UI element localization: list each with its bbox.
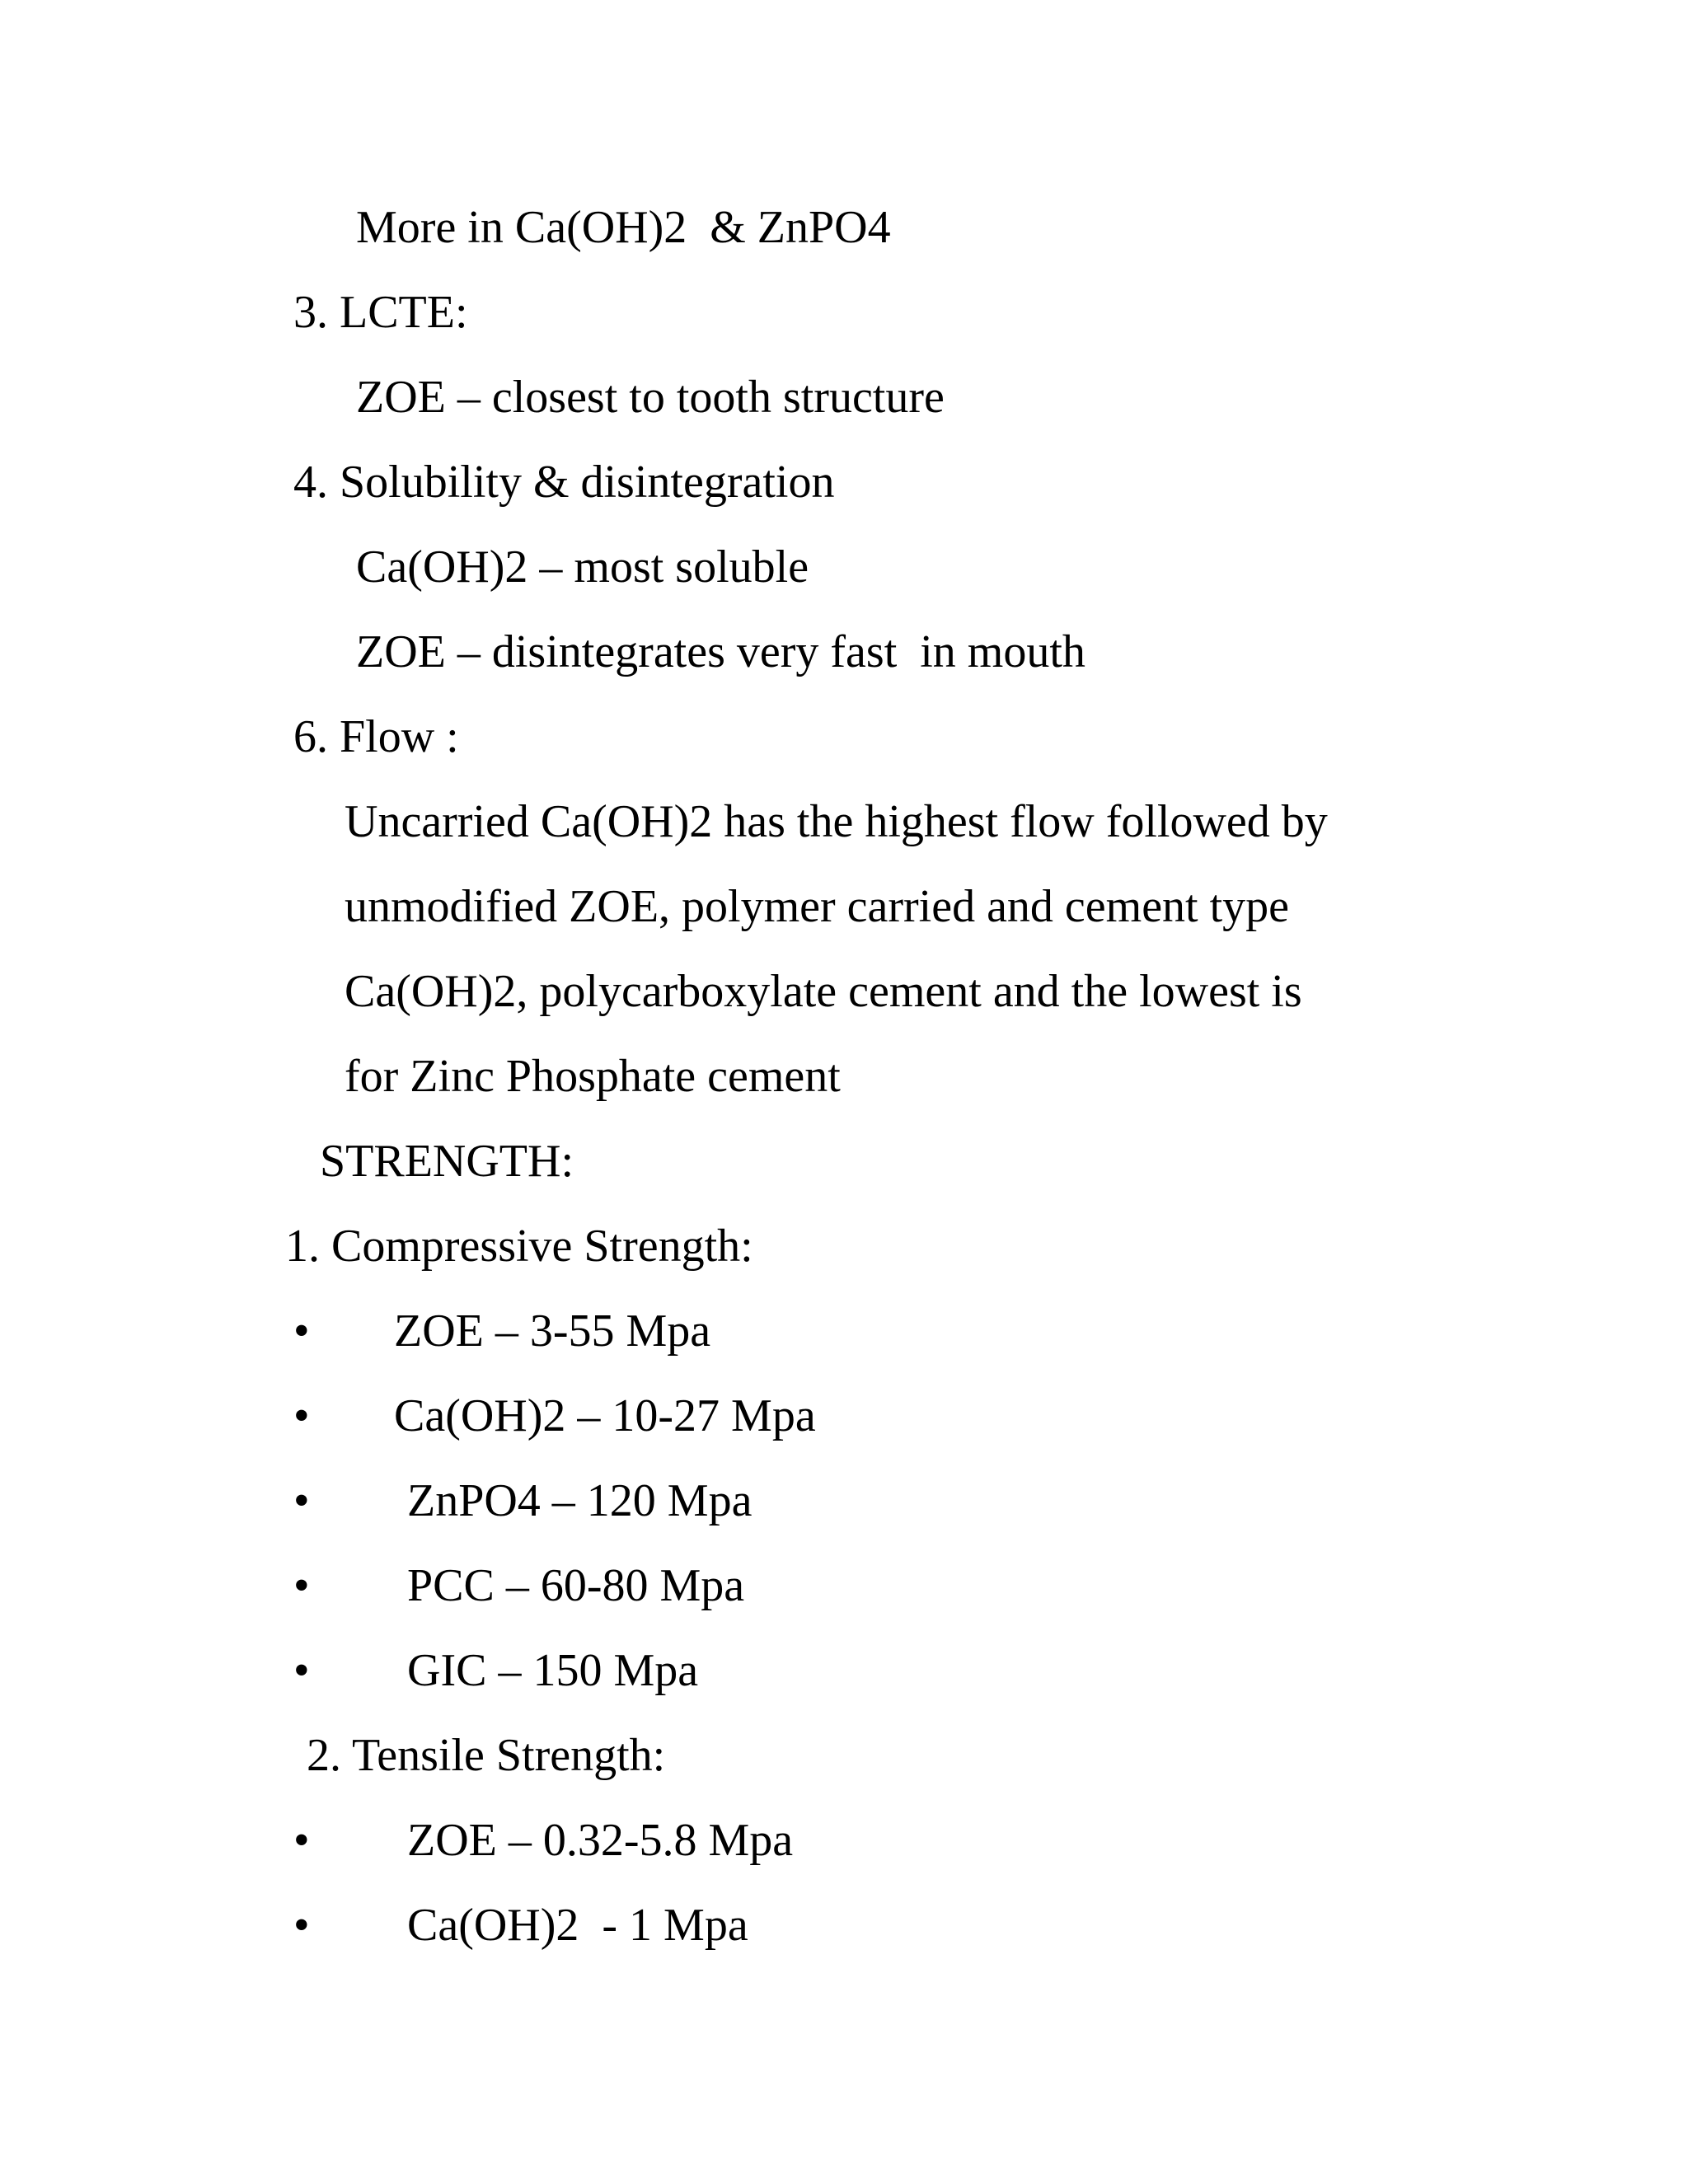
section-heading-strength: STRENGTH: — [320, 1136, 574, 1187]
text-line: Uncarried Ca(OH)2 has the highest flow followed by — [345, 796, 1328, 847]
bullet-glyph: • — [293, 1475, 310, 1526]
text-line: for Zinc Phosphate cement — [345, 1051, 841, 1102]
list-item: PCC – 60-80 Mpa — [407, 1560, 745, 1611]
section-heading-solubility: 4. Solubility & disintegration — [293, 457, 835, 508]
bullet-glyph: • — [293, 1560, 310, 1611]
section-heading-compressive: 1. Compressive Strength: — [285, 1221, 753, 1272]
text-line: Ca(OH)2, polycarboxylate cement and the lowest is — [345, 966, 1302, 1017]
bullet-glyph: • — [293, 1900, 310, 1951]
list-item: Ca(OH)2 – 10-27 Mpa — [394, 1390, 816, 1441]
section-heading-tensile: 2. Tensile Strength: — [307, 1730, 666, 1781]
section-heading-flow: 6. Flow : — [293, 711, 459, 762]
list-item: ZOE – 0.32-5.8 Mpa — [407, 1815, 794, 1866]
bullet-glyph: • — [293, 1305, 310, 1357]
list-item: ZnPO4 – 120 Mpa — [407, 1475, 753, 1526]
text-line: ZOE – disintegrates very fast in mouth — [356, 626, 1085, 677]
bullet-glyph: • — [293, 1815, 310, 1866]
list-item: GIC – 150 Mpa — [407, 1645, 699, 1696]
text-line: More in Ca(OH)2 & ZnPO4 — [356, 202, 891, 253]
section-heading-lcte: 3. LCTE: — [293, 287, 468, 338]
text-line: ZOE – closest to tooth structure — [356, 372, 945, 423]
text-line: Ca(OH)2 – most soluble — [356, 541, 809, 593]
list-item: ZOE – 3-55 Mpa — [394, 1305, 711, 1357]
bullet-glyph: • — [293, 1390, 310, 1441]
text-line: unmodified ZOE, polymer carried and cement type — [345, 881, 1290, 932]
list-item: Ca(OH)2 - 1 Mpa — [407, 1900, 748, 1951]
bullet-glyph: • — [293, 1645, 310, 1696]
